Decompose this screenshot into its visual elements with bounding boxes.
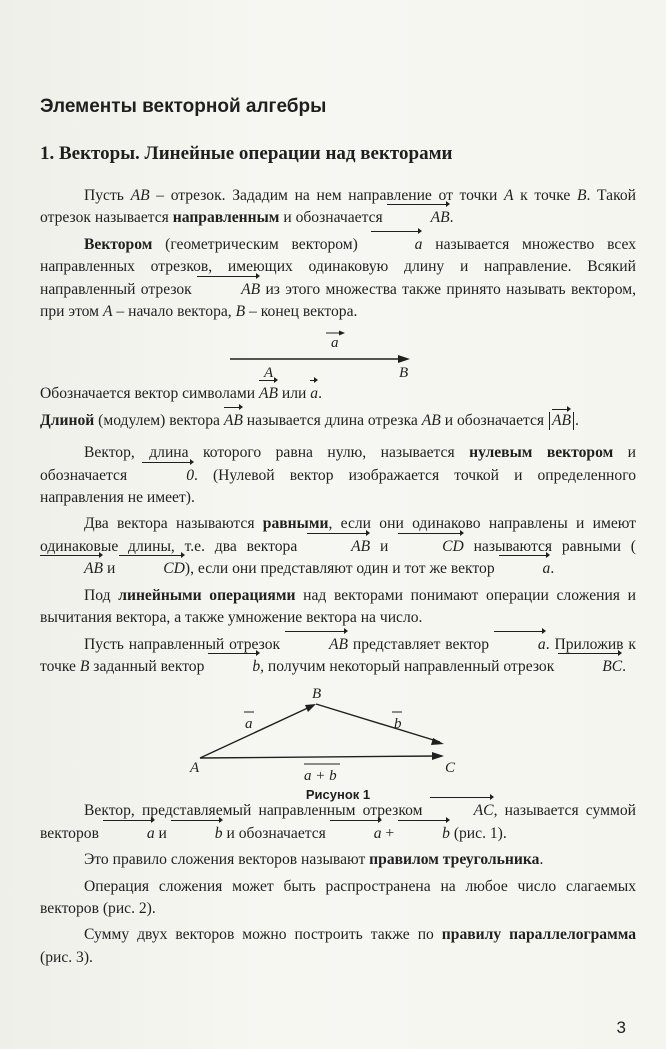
vector-modulus: AB (549, 412, 574, 430)
paragraph-triangle-rule: Это правило сложения векторов называют правилом треугольника. (84, 851, 544, 869)
vector-figure (40, 327, 636, 381)
vector-symbol: AB (224, 410, 243, 432)
label-a: a (331, 335, 339, 352)
label-point-B: B (399, 365, 409, 382)
paragraph-equal-vectors: Два вектора называются равными, если они одинаково направлены и имеют одинаковые длины, т.е. два вектора AB и CD называются равными (AB и CD), если они представляют один и тот же вектор a. (40, 513, 636, 580)
paragraph-linear-ops: Под линейными операциями над векторами понимают операции сложения и вычитания вектора, а также умножение вектора на число. (40, 586, 636, 627)
paragraph-sum-definition: Вектор, представляемый направленным отрезком AC, называется суммой векторов a и b и обозначается a + b (рис. 1). (40, 800, 636, 845)
vector-sum-line (200, 756, 438, 758)
vector-diagram (40, 327, 636, 381)
paragraph-parallelogram: Сумму двух векторов можно построить также по правилу параллелограмма (рис. 3). (40, 926, 636, 966)
page-number: 3 (616, 1018, 626, 1037)
arrow-head-icon (398, 355, 410, 363)
vector-b-line (316, 704, 440, 742)
term-vector: Вектором (84, 235, 153, 253)
main-text (40, 185, 636, 969)
arrow-head-icon (431, 738, 444, 745)
vector-symbol: a (310, 383, 318, 405)
label-point-B: B (312, 686, 322, 703)
section-title: Элементы векторной алгебры (40, 96, 327, 117)
paragraph-many-terms: Операция сложения может быть распространена на любое число слагаемых векторов (рис. 2). (40, 877, 636, 917)
label-vector-sum: a + b (304, 768, 337, 785)
vector-symbol: AB (259, 383, 278, 405)
paragraph-construction: Пусть направленный отрезок AB представляет вектор a. Приложив к точке B заданный вектор b, получим некоторый направленный отрезок BC. (40, 634, 636, 679)
vector-symbol: AB (387, 207, 450, 229)
triangle-diagram (40, 682, 636, 785)
term-length: Длиной (40, 411, 95, 429)
subsection-title: 1. Векторы. Линейные операции над векторами (40, 143, 453, 164)
term-linear-ops: линейными операциями (118, 586, 296, 604)
paragraph-notation: Обозначается вектор символами AB или a. (40, 383, 636, 405)
vector-a-line (200, 706, 312, 758)
vector-symbol: AB (197, 279, 260, 301)
label-point-A: A (264, 365, 274, 382)
label-point-C: C (445, 760, 456, 777)
triangle-figure (40, 682, 636, 802)
arrow-head-icon (432, 752, 444, 760)
label-arrow-head-icon (339, 331, 345, 336)
vector-symbol: a (371, 234, 423, 256)
paragraph-directed-segment: Пусть AB – отрезок. Зададим на нем направление от точки A к точке B. Такой отрезок называется направленным и обозначается AB. (40, 185, 636, 230)
label-point-A: A (190, 760, 200, 777)
paragraph-vector-definition: Вектором (геометрическим вектором) a называется множество всех направленных отрезков, имеющих одинаковую длину и направление. Всякий направленный отрезок AB из этого множества также принято называть вектором, при этом A – начало вектора, B – конец вектора. (40, 235, 636, 321)
bleed-through (180, 4, 184, 22)
paragraph-zero-vector: Вектор, длина которого равна нулю, называется нулевым вектором и обозначается 0. (Нулевой вектор изображается точкой и определенного направления не имеет). (40, 444, 637, 507)
term-directed: направленным (172, 209, 280, 227)
arrow-head-icon (305, 704, 316, 712)
label-vector-b: b (394, 716, 402, 733)
zero-vector-symbol: 0 (142, 465, 194, 487)
term-equal: равными (262, 515, 329, 533)
term-triangle-rule: правилом треугольника (369, 851, 540, 869)
paragraph-length: Длиной (модулем) вектора AB называется длина отрезка AB и обозначается AB . (40, 410, 636, 432)
label-vector-a: a (245, 716, 253, 733)
figure-caption: Рисунок 1 (305, 786, 371, 802)
term-zero-vector: нулевым вектором (469, 444, 614, 462)
term-parallelogram-rule: правилу параллелограмма (441, 926, 636, 944)
